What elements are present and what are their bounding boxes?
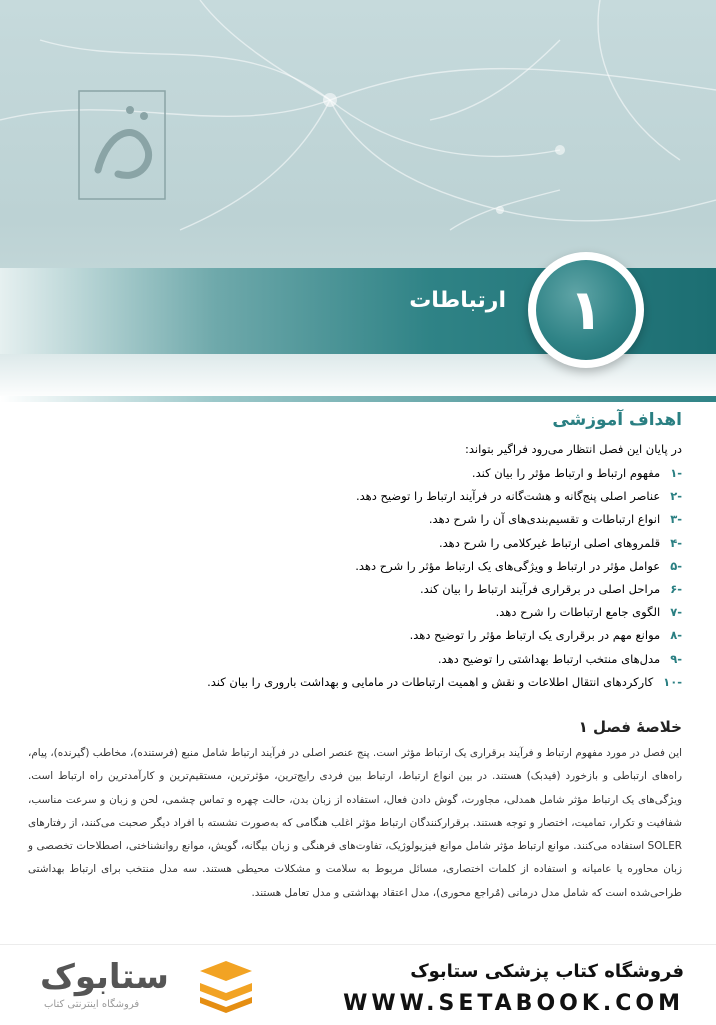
objective-item <box>82 555 682 578</box>
objective-text: عوامل مؤثر در ارتباط و ویژگی‌های یک ارتباط مؤثر را شرح دهد. <box>355 558 661 573</box>
objective-item <box>82 601 682 624</box>
objectives-heading: اهداف آموزشی <box>552 410 682 430</box>
objectives-intro: در پایان این فصل انتظار می‌رود فراگیر بتواند: <box>464 442 682 456</box>
summary-text: این فصل در مورد مفهوم ارتباط و فرآیند برقراری یک ارتباط مؤثر است. پنج عنصر اصلی در فرآیند ارتباط شامل منبع (فرستنده)، مخاطب (گیرنده)، پیام، راه‌های ارتباطی و بازخورد (فیدبک) هستند. در بین انواع ارتباط، ارتباط بین فردی رایج‌ترین، مؤثرترین، مستقیم‌ترین و کارآمدترین راه ارتباط است. ویژگی‌های یک ارتباط مؤثر شامل همدلی، مجاورت، گوش دادن فعال، استفاده از زبان بدن، حالت چهره و تماس چشمی، لحن و زبان و سرعت مناسب، شفافیت و تکرار، تمامیت، اختصار و توجه هستند. برقرارکنندگان ارتباط مؤثر اغلب هنگامی که به‌صورت نشسته با افراد دیگر صحبت می‌کنند، از رفتارهای SOLER استفاده می‌کنند. موانع ارتباط مؤثر شامل موانع فیزیولوژیک، تفاوت‌های فرهنگی و زبان بیگانه، گویش، موانع روانشناختی، اصطلاحات تخصصی و زبان محاوره یا عامیانه و استفاده از کلمات اختصاری، مسائل مربوط به سلامت و مشکلات محیطی هستند. سه مدل منتخب برای ارتباط بهداشتی طراحی‌شده است که شامل مدل درمانی (مُراجع محوری)، مدل اعتقاد بهداشتی و مدل تعامل هستند. <box>28 747 682 899</box>
objective-item <box>82 671 682 694</box>
objective-item <box>82 624 682 647</box>
objective-text: قلمروهای اصلی ارتباط غیرکلامی را شرح دهد. <box>438 535 661 550</box>
objective-text: مراحل اصلی در برقراری فرآیند ارتباط را بیان کند. <box>419 581 661 596</box>
objectives-list <box>82 462 682 694</box>
objective-number: -۶ <box>670 581 682 596</box>
objective-number: -۸ <box>670 628 682 643</box>
objective-text: انواع ارتباطات و تقسیم‌بندی‌های آن را شرح دهد. <box>428 512 661 527</box>
objective-text: موانع مهم در برقراری یک ارتباط مؤثر را توضیح دهد. <box>409 628 661 643</box>
objective-number: -۵ <box>670 558 682 573</box>
objective-item <box>82 532 682 555</box>
summary-heading: خلاصهٔ فصل ۱ <box>578 718 682 736</box>
footer-brand-name: ستابوک <box>40 957 169 997</box>
footer-store-name: فروشگاه کتاب پزشکی ستابوک <box>410 961 684 982</box>
objective-number: -۹ <box>670 651 682 666</box>
chapter-number-badge <box>528 252 644 368</box>
objective-text: مفهوم ارتباط و ارتباط مؤثر را بیان کند. <box>471 466 661 480</box>
objective-text: کارکردهای انتقال اطلاعات و نقش و اهمیت ارتباطات در مامایی و بهداشت باروری را بیان کند. <box>207 674 654 689</box>
objective-item <box>82 578 682 601</box>
objective-item <box>82 485 682 508</box>
chapter-number: ۱ <box>536 260 636 360</box>
setabook-logo-icon <box>196 961 256 1013</box>
objective-number: -۴ <box>670 535 682 550</box>
objective-text: الگوی جامع ارتباطات را شرح دهد. <box>495 605 661 620</box>
publisher-logo-icon <box>78 90 166 200</box>
chapter-title: ارتباطات <box>409 288 506 313</box>
objective-number: -۱۰ <box>663 674 682 689</box>
objective-text: مدل‌های منتخب ارتباط بهداشتی را توضیح دهد. <box>437 651 661 666</box>
footer-brand-tagline: فروشگاه اینترنتی کتاب <box>44 999 140 1010</box>
objective-number: -۷ <box>670 605 682 620</box>
objective-item <box>82 462 682 485</box>
footer-banner <box>0 944 716 1025</box>
objective-item <box>82 648 682 671</box>
section-divider <box>0 396 716 402</box>
objective-number: -۲ <box>670 489 682 504</box>
publisher-logo <box>78 90 166 200</box>
objective-item <box>82 508 682 531</box>
footer-url-link[interactable]: WWW.SETABOOK.COM <box>343 991 684 1016</box>
objective-number: -۳ <box>670 512 682 527</box>
objective-number: -۱ <box>670 466 682 480</box>
objective-text: عناصر اصلی پنج‌گانه و هشت‌گانه در فرآیند ارتباط را توضیح دهد. <box>355 489 661 504</box>
